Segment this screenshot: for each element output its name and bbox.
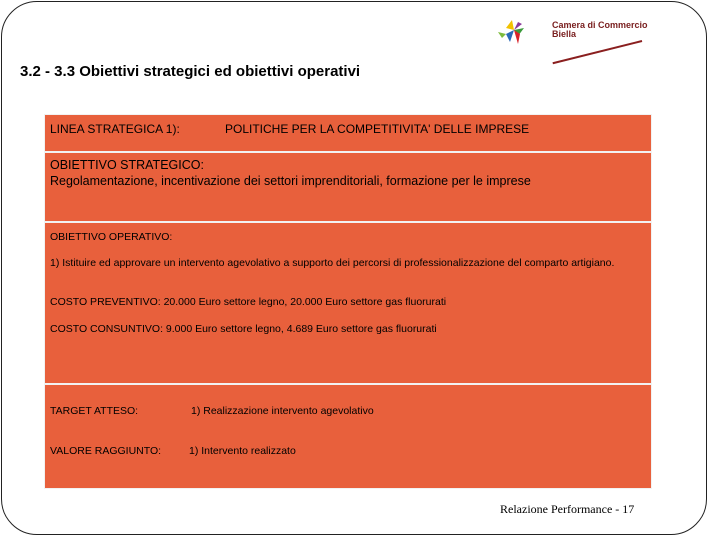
target-label: TARGET ATTESO: — [50, 405, 139, 417]
costo-consuntivo: COSTO CONSUNTIVO: 9.000 Euro settore legno, 4.689 Euro settore gas fluorurati — [50, 323, 437, 335]
risultati-box — [44, 384, 652, 489]
obiettivo-strategico-label: OBIETTIVO STRATEGICO: — [50, 158, 204, 172]
logo-text — [552, 21, 648, 39]
logo-line2: Biella — [552, 29, 577, 39]
logo-line1: Camera di Commercio — [552, 20, 648, 30]
page-title: 3.2 - 3.3 Obiettivi strategici ed obiettivi operativi — [20, 63, 361, 80]
obiettivo-operativo-item: 1) Istituire ed approvare un intervento agevolativo a supporto dei percorsi di professionalizzazione del comparto artigiano. — [50, 257, 615, 269]
linea-text: POLITICHE PER LA COMPETITIVITA' DELLE IMPRESE — [225, 122, 530, 136]
linea-strategica-box — [44, 114, 652, 152]
linea-label: LINEA STRATEGICA 1): — [50, 122, 180, 136]
target-value: 1) Realizzazione intervento agevolativo — [191, 405, 374, 417]
valore-value: 1) Intervento realizzato — [189, 445, 296, 457]
obiettivo-operativo-box — [44, 222, 652, 384]
obiettivo-strategico-box — [44, 152, 652, 222]
valore-label: VALORE RAGGIUNTO: — [50, 445, 162, 457]
obiettivo-operativo-label: OBIETTIVO OPERATIVO: — [50, 231, 173, 243]
logo-star-icon — [498, 20, 524, 44]
costo-preventivo: COSTO PREVENTIVO: 20.000 Euro settore legno, 20.000 Euro settore gas fluorurati — [50, 296, 447, 308]
obiettivo-strategico-text: Regolamentazione, incentivazione dei settori imprenditoriali, formazione per le imprese — [50, 174, 531, 188]
footer-page-label: Relazione Performance - 17 — [500, 502, 635, 516]
